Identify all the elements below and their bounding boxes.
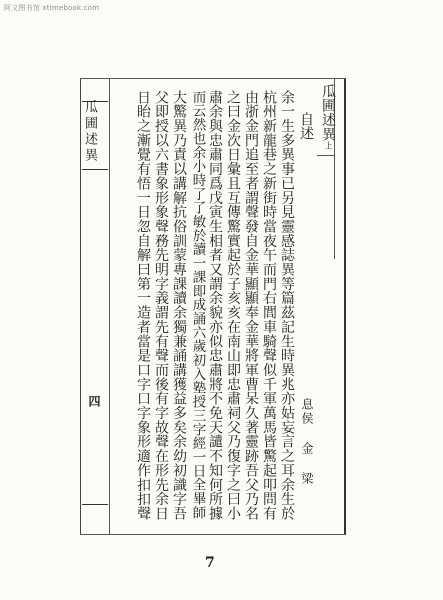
text-column-1: 余一生多異事已另見靈感誌異等篇茲記生時異兆亦姑妄言之耳余生於 [279,90,295,521]
author-line: 息侯 金 梁 [300,398,314,486]
watermark: 阿文图书馆 xtimebook.com [4,4,100,12]
volume-marker: 上 [324,141,333,150]
margin-volume-marker: 四 [87,395,101,408]
text-column-9: 日眙之漸覺有悟一日忽自解曰第一造者當是口字口字象形適作扣扣聲 [135,90,151,521]
margin-book-title: 瓜圃述異 [82,100,97,164]
text-column-5: 肅余與忠肅同爲戊寅生相者又謂余貌亦似忠肅將不免天譴不知何所據 [207,90,223,521]
text-column-4: 之曰金次日彙且互傳驚實起於子亥亥在南山即忠肅祠父乃復字之曰小 [225,90,241,521]
section-title: 自述 [298,112,314,141]
header-rule [317,155,334,156]
book-title: 瓜圃述異 [320,84,336,142]
frame-left-rule [80,79,81,534]
fishtail-mark [82,169,108,170]
page-number: 7 [205,555,215,571]
text-column-7: 大驚異乃責以講解抗俗訓蒙專課讀余獨兼誦講獲益多矣余幼初識字吾 [171,90,187,521]
hanxin-rule [109,79,110,534]
text-column-8: 父即授以六書象形象聲務先明字義謂先有聲而後有字故聲在形先余日 [153,90,169,521]
title-column [321,84,335,149]
frame-right-rule [344,79,346,534]
text-column-6: 而云然也余小時了了敏於讀一課即成誦六歲初入塾授三字經一日全畢師 [189,90,206,520]
text-column-2: 杭州新龍巷之新街時當夜午而門右閭車騎聲似千軍萬馬皆驚起叩問有 [261,90,277,521]
text-column-3: 由浙金門追至者謂聲發自金華顯顯奉金華將軍曹呆久著靈跡吾父乃名 [243,90,259,521]
fishtail-mark [82,504,108,505]
